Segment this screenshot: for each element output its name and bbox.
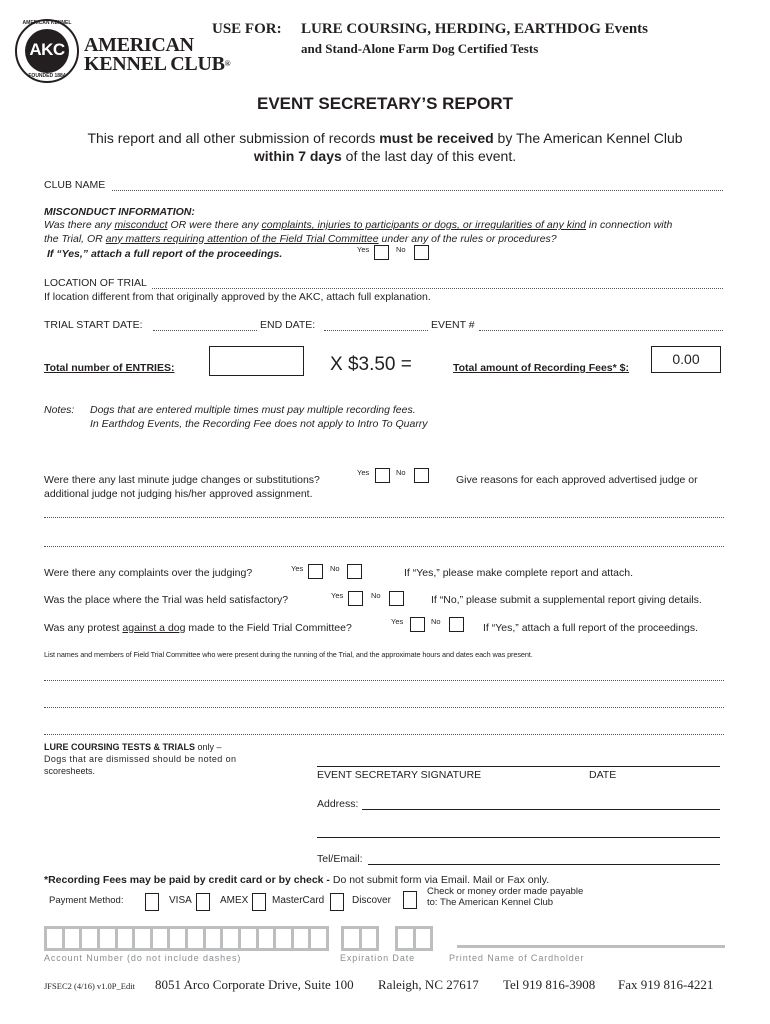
lure-line2: Dogs that are dismissed should be noted on <box>44 754 237 764</box>
total-fees-input[interactable]: 0.00 <box>651 346 721 373</box>
check-line1: Check or money order made payable <box>427 886 584 897</box>
judge-changes-question-2: additional judge not judging his/her approved assignment. <box>44 488 313 500</box>
address-label: Address: <box>317 798 359 810</box>
lure-bold: LURE COURSING TESTS & TRIALS <box>44 742 196 752</box>
mq-u1: misconduct <box>114 219 168 231</box>
intro-text <box>0 129 770 165</box>
printed-name-label: Printed Name of Cardholder <box>449 953 585 963</box>
visa-checkbox[interactable] <box>145 893 159 911</box>
judge-changes-question-1: Were there any last minute judge changes or substitutions? <box>44 474 320 486</box>
fees-rest: Do not submit form via Email. Mail or Fax only. <box>332 874 550 886</box>
expiration-year-input[interactable] <box>395 926 433 951</box>
committee-line-3[interactable] <box>44 734 724 735</box>
check-checkbox[interactable] <box>403 891 417 909</box>
complaints-no-checkbox[interactable] <box>347 564 362 579</box>
footer-fax: Fax 919 816-4221 <box>618 977 714 992</box>
place-note: If “No,” please submit a supplemental report giving details. <box>431 594 702 606</box>
complaints-yes-checkbox[interactable] <box>308 564 323 579</box>
total-fees-label: Total amount of Recording Fees* $: <box>453 362 629 374</box>
footer-address: 8051 Arco Corporate Drive, Suite 100 <box>155 977 354 992</box>
protest-u: against a dog <box>122 622 186 634</box>
club-name-label: CLUB NAME <box>44 179 106 191</box>
mq-u2: complaints, injuries to participants or dogs, or irregularities of any kind <box>261 219 587 231</box>
check-line2: to: The American Kennel Club <box>427 897 554 908</box>
judge-changes-yes-label: Yes <box>357 468 370 477</box>
event-number-field[interactable] <box>479 330 723 331</box>
misconduct-heading: MISCONDUCT INFORMATION: <box>44 206 195 218</box>
protest-yes-label: Yes <box>391 617 404 626</box>
signature-label: EVENT SECRETARY SIGNATURE <box>317 769 482 781</box>
mastercard-label: MasterCard <box>272 895 325 906</box>
mastercard-checkbox[interactable] <box>252 893 266 911</box>
akc-seal-text: AKC <box>29 40 65 59</box>
judge-changes-yes-checkbox[interactable] <box>375 468 390 483</box>
protest-q1: Was any protest <box>44 622 123 634</box>
protest-note: If “Yes,” attach a full report of the proceedings. <box>483 622 698 634</box>
misconduct-attach-note: If “Yes,” attach a full report of the proceedings. <box>47 248 283 260</box>
date-label: DATE <box>589 769 617 781</box>
committee-list-label: List names and members of Field Trial Committee who were present during the running of the Trial, and the approximate hours and dates each was present. <box>44 650 533 659</box>
check-note <box>427 886 583 908</box>
intro-bold2: within 7 days <box>253 148 342 164</box>
address-field-1[interactable] <box>362 809 720 810</box>
page-title: EVENT SECRETARY’S REPORT <box>257 94 513 113</box>
akc-name-line2-text: KENNEL CLUB <box>84 53 225 75</box>
visa-label: VISA <box>169 895 192 906</box>
akc-reg-mark: ® <box>224 59 231 68</box>
intro-part1: This report and all other submission of records <box>87 130 380 146</box>
complaints-question: Were there any complaints over the judging? <box>44 567 253 579</box>
notes-line1: Dogs that are entered multiple times must pay multiple recording fees. <box>90 404 416 416</box>
place-question: Was the place where the Trial was held satisfactory? <box>44 594 289 606</box>
total-entries-input[interactable] <box>209 346 304 376</box>
expiration-month-input[interactable] <box>341 926 379 951</box>
expiration-label: Expiration Date <box>340 953 416 963</box>
mq-t2: OR were there any <box>167 219 262 231</box>
total-entries-label: Total number of ENTRIES: <box>44 362 175 374</box>
place-no-checkbox[interactable] <box>389 591 404 606</box>
location-note: If location different from that originally approved by the AKC, attach full explanation. <box>44 291 431 303</box>
printed-name-field[interactable] <box>457 945 725 948</box>
discover-label: Discover <box>352 895 391 906</box>
complaints-yes-label: Yes <box>291 564 304 573</box>
judge-changes-reason-label: Give reasons for each approved advertised judge or <box>456 474 698 486</box>
lure-line3: scoresheets. <box>44 766 96 776</box>
protest-yes-checkbox[interactable] <box>410 617 425 632</box>
misconduct-question <box>44 219 744 246</box>
use-for-label: USE FOR: <box>212 21 282 37</box>
trial-start-label: TRIAL START DATE: <box>44 319 143 331</box>
amex-label: AMEX <box>220 895 249 906</box>
protest-question <box>44 622 352 634</box>
tel-email-field[interactable] <box>368 864 720 865</box>
use-for-line1: LURE COURSING, HERDING, EARTHDOG Events <box>301 21 649 37</box>
tel-email-label: Tel/Email: <box>317 853 363 865</box>
committee-line-1[interactable] <box>44 680 724 681</box>
amex-checkbox[interactable] <box>196 893 210 911</box>
mq-t5: under any of the rules or procedures? <box>378 232 557 245</box>
misconduct-yes-checkbox[interactable] <box>374 245 389 260</box>
intro-part3: of the last day of this event. <box>341 148 517 164</box>
fees-bold: *Recording Fees may be paid by credit card or by check - <box>44 874 333 886</box>
akc-name-line2 <box>84 54 230 74</box>
lure-coursing-note <box>44 741 269 777</box>
mq-t1: Was there any <box>44 219 115 231</box>
signature-line[interactable] <box>317 766 720 767</box>
notes-label: Notes: <box>44 404 75 416</box>
complaints-no-label: No <box>330 564 340 573</box>
recording-fees-note <box>44 874 549 886</box>
trial-start-field[interactable] <box>153 330 257 331</box>
end-date-field[interactable] <box>324 330 428 331</box>
discover-checkbox[interactable] <box>330 893 344 911</box>
account-number-input[interactable] <box>44 926 329 951</box>
footer-tel: Tel 919 816-3908 <box>503 977 596 992</box>
end-date-label: END DATE: <box>260 319 316 331</box>
intro-bold1: must be received <box>379 130 494 146</box>
location-label: LOCATION OF TRIAL <box>44 277 147 289</box>
notes-line2: In Earthdog Events, the Recording Fee does not apply to Intro To Quarry <box>90 418 428 430</box>
lure-rest: only – <box>195 742 222 752</box>
mq-t3: in connection with <box>586 219 673 231</box>
protest-q2: made to the Field Trial Committee? <box>185 622 352 634</box>
address-field-2[interactable] <box>317 837 720 838</box>
account-number-label: Account Number (do not include dashes) <box>44 953 242 963</box>
misconduct-yes-label: Yes <box>357 245 370 254</box>
location-field[interactable] <box>152 288 723 289</box>
akc-seal-ring-top: AMERICAN KENNEL <box>22 20 72 26</box>
protest-no-label: No <box>431 617 441 626</box>
akc-seal-ring-bottom: FOUNDED 1884 <box>28 73 66 79</box>
use-for-line2: and Stand-Alone Farm Dog Certified Tests <box>301 41 539 56</box>
club-name-field[interactable] <box>112 190 723 191</box>
judge-changes-no-checkbox[interactable] <box>414 468 429 483</box>
intro-part2: by The American Kennel Club <box>493 130 683 146</box>
place-yes-label: Yes <box>331 591 344 600</box>
form-id: JFSEC2 (4/16) v1.0P_Edit <box>44 981 135 991</box>
footer-city: Raleigh, NC 27617 <box>378 977 479 992</box>
judge-reason-line-2[interactable] <box>44 546 724 547</box>
committee-line-2[interactable] <box>44 707 724 708</box>
event-number-label: EVENT # <box>431 319 475 331</box>
complaints-note: If “Yes,” please make complete report and attach. <box>404 567 633 579</box>
payment-method-label: Payment Method: <box>49 895 124 906</box>
misconduct-no-checkbox[interactable] <box>414 245 429 260</box>
fee-multiplier: X $3.50 = <box>330 354 412 375</box>
protest-no-checkbox[interactable] <box>449 617 464 632</box>
judge-reason-line-1[interactable] <box>44 517 724 518</box>
judge-changes-no-label: No <box>396 468 406 477</box>
akc-name-line1: AMERICAN <box>84 34 194 56</box>
mq-t4: the Trial, OR <box>44 232 106 245</box>
place-no-label: No <box>371 591 381 600</box>
place-yes-checkbox[interactable] <box>348 591 363 606</box>
mq-u3: any matters requiring attention of the Field Trial Committee <box>105 232 379 245</box>
misconduct-no-label: No <box>396 245 406 254</box>
